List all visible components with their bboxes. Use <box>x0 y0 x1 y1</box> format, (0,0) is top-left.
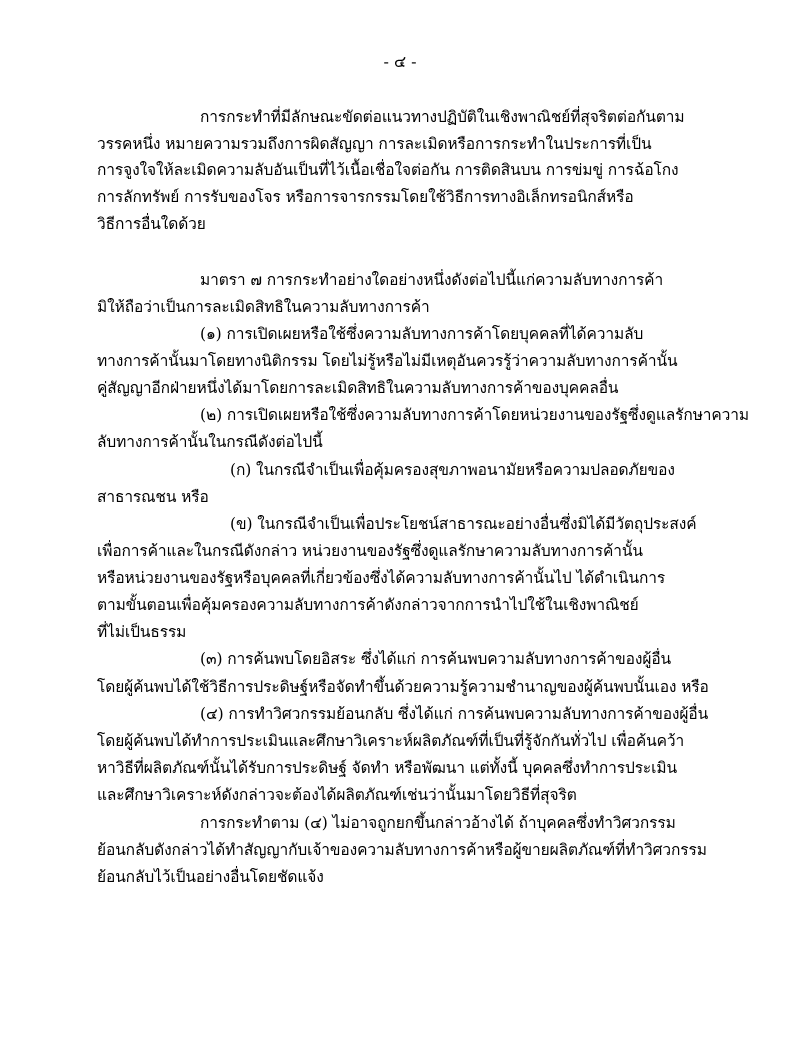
text-line: โดยผู้ค้นพบได้ทำการประเมินและศึกษาวิเคราะห์ผลิตภัณฑ์ที่เป็นที่รู้จักกันทั่วไป เพื่อค้นคว้า <box>97 732 685 750</box>
text-line: วรรคหนึ่ง หมายความรวมถึงการผิดสัญญา การละเมิดหรือการกระทำในประการที่เป็น <box>97 135 652 153</box>
text-line: ที่ไม่เป็นธรรม <box>97 623 187 641</box>
subclause-line: (ข) ในกรณีจำเป็นเพื่อประโยชน์สาธารณะอย่างอื่นซึ่งมิได้มีวัตถุประสงค์ <box>230 515 697 533</box>
text-line: ทางการค้านั้นมาโดยทางนิติกรรม โดยไม่รู้หรือไม่มีเหตุอันควรรู้ว่าความลับทางการค้านั้น <box>97 352 678 370</box>
text-line: การจูงใจให้ละเมิดความลับอันเป็นที่ไว้เนื้อเชื่อใจต่อกัน การติดสินบน การข่มขู่ การฉ้อโกง <box>97 161 679 179</box>
text-line: และศึกษาวิเคราะห์ดังกล่าวจะต้องได้ผลิตภัณฑ์เช่นว่านั้นมาโดยวิธีที่สุจริต <box>97 786 577 804</box>
text-line: การกระทำตาม (๔) ไม่อาจถูกยกขึ้นกล่าวอ้างได้ ถ้าบุคคลซึ่งทำวิศวกรรม <box>200 814 676 832</box>
text-line: ย้อนกลับไว้เป็นอย่างอื่นโดยชัดแจ้ง <box>97 868 324 886</box>
text-line: สาธารณชน หรือ <box>97 488 209 506</box>
text-line: ตามขั้นตอนเพื่อคุ้มครองความลับทางการค้าดังกล่าวจากการนำไปใช้ในเชิงพาณิชย์ <box>97 596 639 614</box>
text-line: มิให้ถือว่าเป็นการละเมิดสิทธิในความลับทางการค้า <box>97 298 430 316</box>
text-line: ลับทางการค้านั้นในกรณีดังต่อไปนี้ <box>97 433 323 451</box>
section-heading: มาตรา ๗ การกระทำอย่างใดอย่างหนึ่งดังต่อไปนี้แก่ความลับทางการค้า <box>200 271 664 289</box>
text-line: คู่สัญญาอีกฝ่ายหนึ่งได้มาโดยการละเมิดสิทธิในความลับทางการค้าของบุคคลอื่น <box>97 379 619 397</box>
clause-line: (๔) การทำวิศวกรรมย้อนกลับ ซึ่งได้แก่ การค้นพบความลับทางการค้าของผู้อื่น <box>200 705 709 723</box>
text-line: การกระทำที่มีลักษณะขัดต่อแนวทางปฏิบัติในเชิงพาณิชย์ที่สุจริตต่อกันตาม <box>200 108 685 126</box>
text-line: การลักทรัพย์ การรับของโจร หรือการจารกรรมโดยใช้วิธีการทางอิเล็กทรอนิกส์หรือ <box>97 188 634 206</box>
text-line: เพื่อการค้าและในกรณีดังกล่าว หน่วยงานของรัฐซึ่งดูแลรักษาความลับทางการค้านั้น <box>97 542 643 560</box>
clause-line: (๒) การเปิดเผยหรือใช้ซึ่งความลับทางการค้าโดยหน่วยงานของรัฐซึ่งดูแลรักษาความ <box>200 406 750 424</box>
text-line: หรือหน่วยงานของรัฐหรือบุคคลที่เกี่ยวข้องซึ่งได้ความลับทางการค้านั้นไป ได้ดำเนินการ <box>97 569 666 587</box>
text-line: วิธีการอื่นใดด้วย <box>97 215 206 233</box>
clause-line: (๓) การค้นพบโดยอิสระ ซึ่งได้แก่ การค้นพบความลับทางการค้าของผู้อื่น <box>200 650 672 668</box>
text-line: ย้อนกลับดังกล่าวได้ทำสัญญากับเจ้าของความลับทางการค้าหรือผู้ขายผลิตภัณฑ์ที่ทำวิศวกรรม <box>97 841 707 859</box>
text-line: โดยผู้ค้นพบได้ใช้วิธีการประดิษฐ์หรือจัดทำขึ้นด้วยความรู้ความชำนาญของผู้ค้นพบนั้นเอง หรือ <box>97 678 709 696</box>
text-line: หาวิธีที่ผลิตภัณฑ์นั้นได้รับการประดิษฐ์ จัดทำ หรือพัฒนา แต่ทั้งนี้ บุคคลซึ่งทำการประเมิน <box>97 759 677 777</box>
subclause-line: (ก) ในกรณีจำเป็นเพื่อคุ้มครองสุขภาพอนามัยหรือความปลอดภัยของ <box>230 461 675 479</box>
page-number: - ๔ - <box>383 52 417 71</box>
clause-line: (๑) การเปิดเผยหรือใช้ซึ่งความลับทางการค้าโดยบุคคลที่ได้ความลับ <box>200 325 644 343</box>
